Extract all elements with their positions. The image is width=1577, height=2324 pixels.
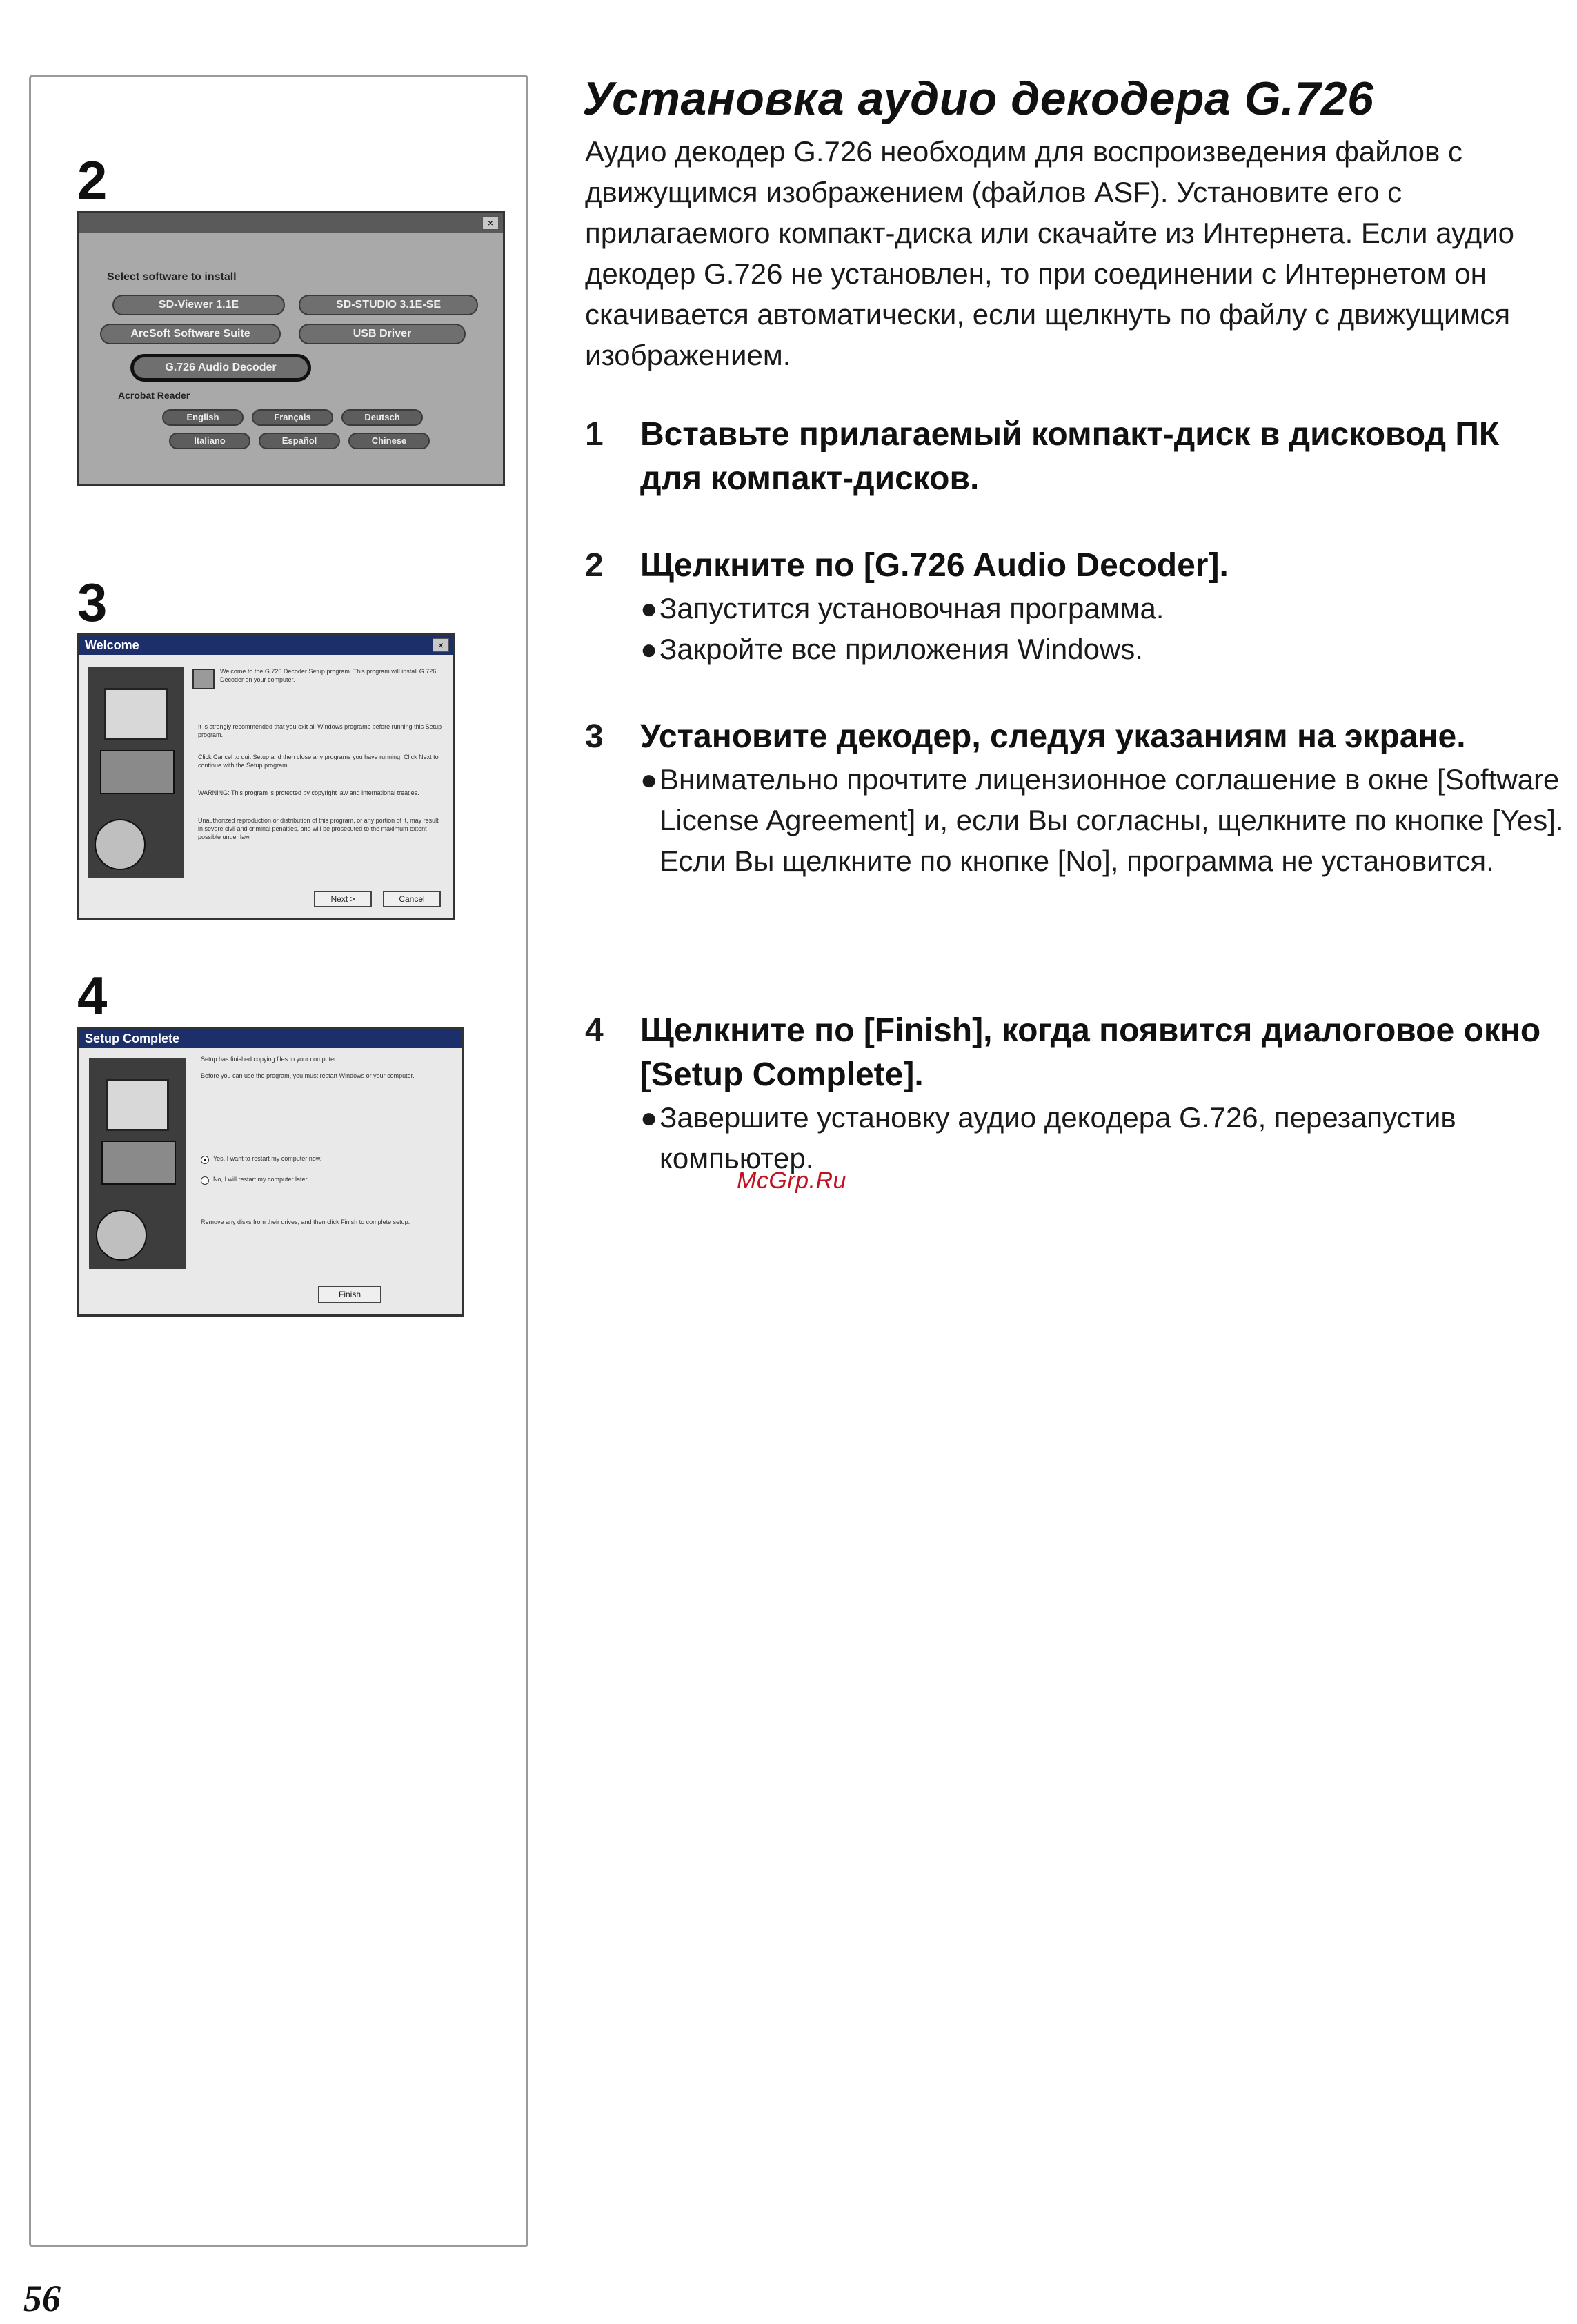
acrobat-spanish-button[interactable]: Español: [259, 433, 340, 449]
finish-button[interactable]: Finish: [318, 1286, 381, 1303]
instruction-step: [585, 715, 1565, 881]
close-icon: ×: [482, 216, 499, 230]
acrobat-german-button[interactable]: Deutsch: [341, 409, 423, 426]
window-titlebar: [79, 213, 503, 233]
sidebar-step-number: 2: [77, 150, 108, 210]
page-title: Установка аудио декодера G.726: [582, 72, 1374, 125]
sidebar-step-number: 4: [77, 965, 108, 1026]
setup-complete-screenshot: [77, 1027, 464, 1317]
intro-paragraph: Аудио декодер G.726 необходим для воспроизведения файлов с движущимся изображением (файлов ASF). Установите его с прилагаемого компакт-диска или скачайте из Интернета. Если аудио декодер G.726 не установлен, то при соединении с Интернетом он скачивается автоматически, если щелкнуть по файлу с движущимся изображением.: [585, 135, 1514, 371]
restart-now-radio[interactable]: [201, 1156, 209, 1164]
g726-audio-decoder-button[interactable]: G.726 Audio Decoder: [130, 354, 311, 382]
sidebar-step-number: 3: [77, 572, 108, 633]
remove-disks-text: Remove any disks from their drives, and then click Finish to complete setup.: [201, 1219, 410, 1225]
acrobat-french-button[interactable]: Français: [252, 409, 333, 426]
instruction-step: [585, 1009, 1565, 1179]
welcome-dialog-screenshot: [77, 633, 455, 920]
unauthorized-text: Unauthorized reproduction or distribution of this program, or any portion of it, may result in severe civil and criminal penalties, and will be prosecuted to the maximum extent possible under law.: [198, 817, 439, 840]
setup-icon: [192, 669, 215, 689]
usb-driver-button[interactable]: USB Driver: [299, 324, 466, 344]
welcome-text: Welcome to the G.726 Decoder Setup program. This program will install G.726 Decoder on your computer.: [220, 668, 437, 683]
step-bullet: ● Запустится установочная программа.: [640, 592, 1164, 624]
section-label: Select software to install: [107, 271, 237, 283]
setup-illustration-image: [88, 667, 184, 878]
window-titlebar: Welcome: [79, 636, 453, 655]
step-bullet: ● Внимательно прочтите лицензионное соглашение в окне [Software License Agreement] и, если Вы согласны, щелкните по кнопке [Yes]. Если Вы щелкните по кнопке [No], программа не установится.: [640, 763, 1564, 877]
setup-illustration-image: [89, 1058, 186, 1269]
step-bullet: ● Завершите установку аудио декодера G.726, перезапустив компьютер.: [640, 1101, 1456, 1174]
step-number: 1: [585, 416, 604, 453]
next-button[interactable]: Next >: [314, 891, 372, 907]
close-icon[interactable]: ×: [433, 638, 449, 652]
finished-copying-text: Setup has finished copying files to your computer.: [201, 1056, 338, 1063]
step-number: 3: [585, 718, 604, 755]
restart-later-label: No, I will restart my computer later.: [213, 1176, 309, 1183]
page-number: 56: [23, 2278, 61, 2319]
restart-now-label: Yes, I want to restart my computer now.: [213, 1155, 322, 1162]
step-number: 4: [585, 1012, 604, 1049]
cancel-button[interactable]: Cancel: [383, 891, 441, 907]
acrobat-label: Acrobat Reader: [118, 390, 190, 401]
restart-required-text: Before you can use the program, you must restart Windows or your computer.: [201, 1072, 415, 1079]
step-bullet: ● Закройте все приложения Windows.: [640, 633, 1143, 665]
exit-programs-text: It is strongly recommended that you exit all Windows programs before running this Setup program.: [198, 723, 442, 738]
software-menu-screenshot: [77, 211, 505, 486]
sd-viewer-button[interactable]: SD-Viewer 1.1E: [112, 295, 285, 315]
step-heading: Установите декодер, следуя указаниям на экране.: [640, 718, 1466, 755]
restart-later-radio[interactable]: [201, 1176, 209, 1185]
step-heading: Вставьте прилагаемый компакт-диск в дисковод ПК для компакт-дисков.: [640, 416, 1500, 497]
warning-text: WARNING: This program is protected by copyright law and international treaties.: [198, 789, 419, 796]
acrobat-italian-button[interactable]: Italiano: [169, 433, 250, 449]
step-number: 2: [585, 547, 604, 584]
watermark: McGrp.Ru: [737, 1168, 846, 1194]
step-heading: Щелкните по [G.726 Audio Decoder].: [640, 547, 1229, 584]
acrobat-english-button[interactable]: English: [162, 409, 244, 426]
cancel-next-text: Click Cancel to quit Setup and then close any programs you have running. Click Next to continue with the Setup program.: [198, 754, 439, 769]
instruction-step: [585, 544, 1565, 669]
sd-studio-button[interactable]: SD-STUDIO 3.1E-SE: [299, 295, 478, 315]
instruction-step: [585, 413, 1565, 501]
acrobat-chinese-button[interactable]: Chinese: [348, 433, 430, 449]
arcsoft-button[interactable]: ArcSoft Software Suite: [100, 324, 281, 344]
step-heading: Щелкните по [Finish], когда появится диалоговое окно [Setup Complete].: [640, 1012, 1541, 1093]
window-titlebar: Setup Complete: [79, 1029, 462, 1048]
